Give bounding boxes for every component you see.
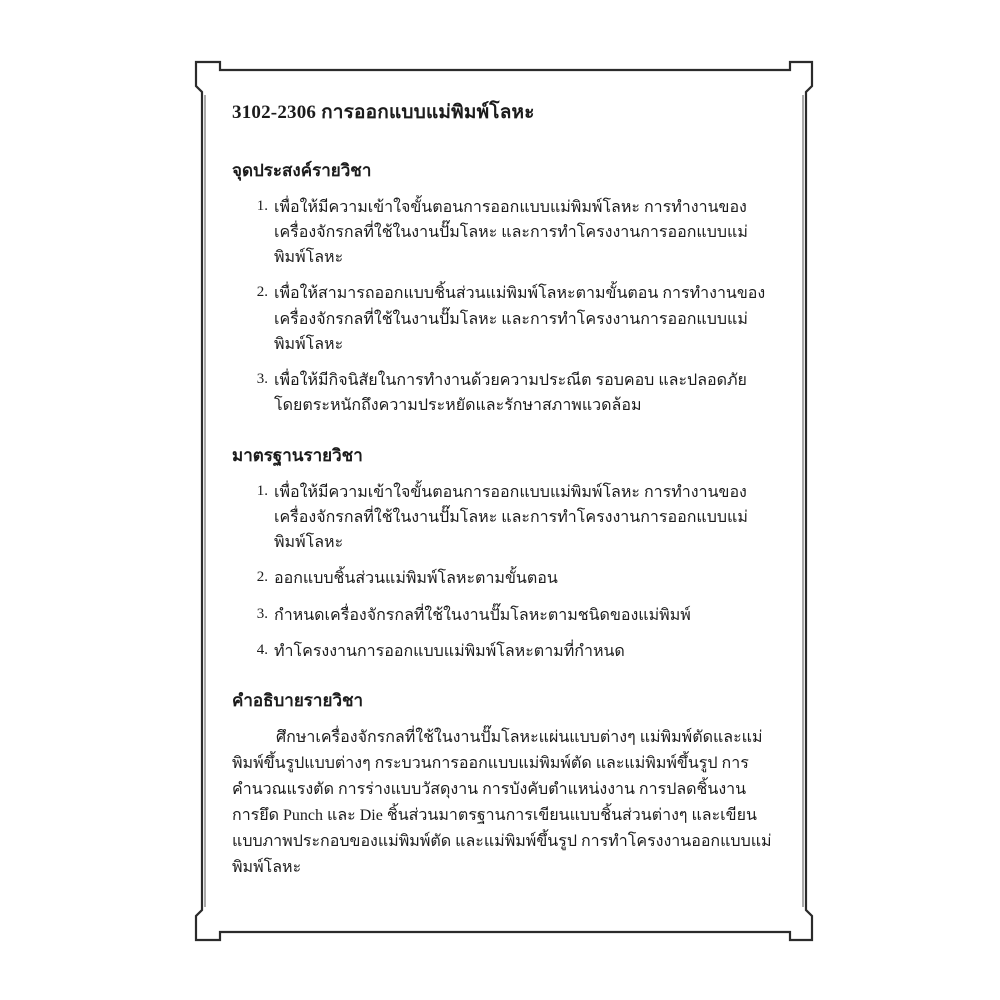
list-item (232, 566, 772, 591)
section-heading: มาตรฐานรายวิชา (232, 445, 363, 465)
list-item (232, 368, 772, 419)
list-item-number: 1. (256, 197, 268, 214)
section-heading: คำอธิบายรายวิชา (232, 691, 364, 711)
list-item-text: กำหนดเครื่องจักรกลที่ใช้ในงานปั๊มโลหะตามชนิดของแม่พิมพ์ (274, 606, 691, 624)
page-title: 3102-2306 การออกแบบแม่พิมพ์โลหะ (232, 102, 535, 123)
list-item-number: 4. (256, 641, 268, 658)
list-item-number: 1. (256, 482, 268, 499)
list-item-number: 2. (256, 569, 268, 586)
description-paragraph: ศึกษาเครื่องจักรกลที่ใช้ในงานปั๊มโลหะแผ่นแบบต่างๆ แม่พิมพ์ตัดและแม่พิมพ์ขึ้นรูปแบบต่างๆ กระบวนการออกแบบแม่พิมพ์ตัด และแม่พิมพ์ขึ้นรูป การคำนวณแรงตัด การร่างแบบวัสดุงาน การบังคับตำแหน่งงาน การปลดชิ้นงาน การยึด Punch และ Die ชิ้นส่วนมาตรฐานการเขียนแบบชิ้นส่วนต่างๆ และเขียนแบบภาพประกอบของแม่พิมพ์ตัด และแม่พิมพ์ขึ้นรูป การทำโครงงานออกแบบแม่พิมพ์โลหะ (232, 729, 772, 876)
standards-list (232, 480, 772, 665)
list-item-text: เพื่อให้มีกิจนิสัยในการทำงานด้วยความประณีต รอบคอบ และปลอดภัย โดยตระหนักถึงความประหยัดและรักษาสภาพแวดล้อม (274, 372, 747, 415)
list-item-text: ออกแบบชิ้นส่วนแม่พิมพ์โลหะตามขั้นตอน (274, 570, 558, 588)
list-item (232, 639, 772, 664)
section-heading: จุดประสงค์รายวิชา (232, 160, 372, 180)
section-course-description (232, 690, 772, 880)
list-item-number: 3. (256, 605, 268, 622)
section-standards (232, 445, 772, 665)
list-item (232, 480, 772, 556)
list-item (232, 281, 772, 357)
list-item-text: เพื่อให้มีความเข้าใจขั้นตอนการออกแบบแม่พิมพ์โลหะ การทำงานของเครื่องจักรกลที่ใช้ในงานปั๊มโลหะ และการทำโครงงานการออกแบบแม่พิมพ์โลหะ (274, 198, 748, 267)
list-item (232, 195, 772, 271)
list-item-number: 2. (256, 284, 268, 301)
list-item-text: ทำโครงงานการออกแบบแม่พิมพ์โลหะตามที่กำหนด (274, 642, 625, 660)
list-item-number: 3. (256, 371, 268, 388)
list-item-text: เพื่อให้สามารถออกแบบชิ้นส่วนแม่พิมพ์โลหะตามขั้นตอน การทำงานของเครื่องจักรกลที่ใช้ในงานปั๊มโลหะ และการทำโครงงานการออกแบบแม่พิมพ์โลหะ (274, 285, 766, 353)
list-item-text: เพื่อให้มีความเข้าใจขั้นตอนการออกแบบแม่พิมพ์โลหะ การทำงานของเครื่องจักรกลที่ใช้ในงานปั๊มโลหะ และการทำโครงงานการออกแบบแม่พิมพ์โลหะ (274, 483, 748, 552)
list-item (232, 603, 772, 628)
document-content (232, 100, 772, 907)
section-objectives (232, 160, 772, 419)
objectives-list (232, 195, 772, 419)
